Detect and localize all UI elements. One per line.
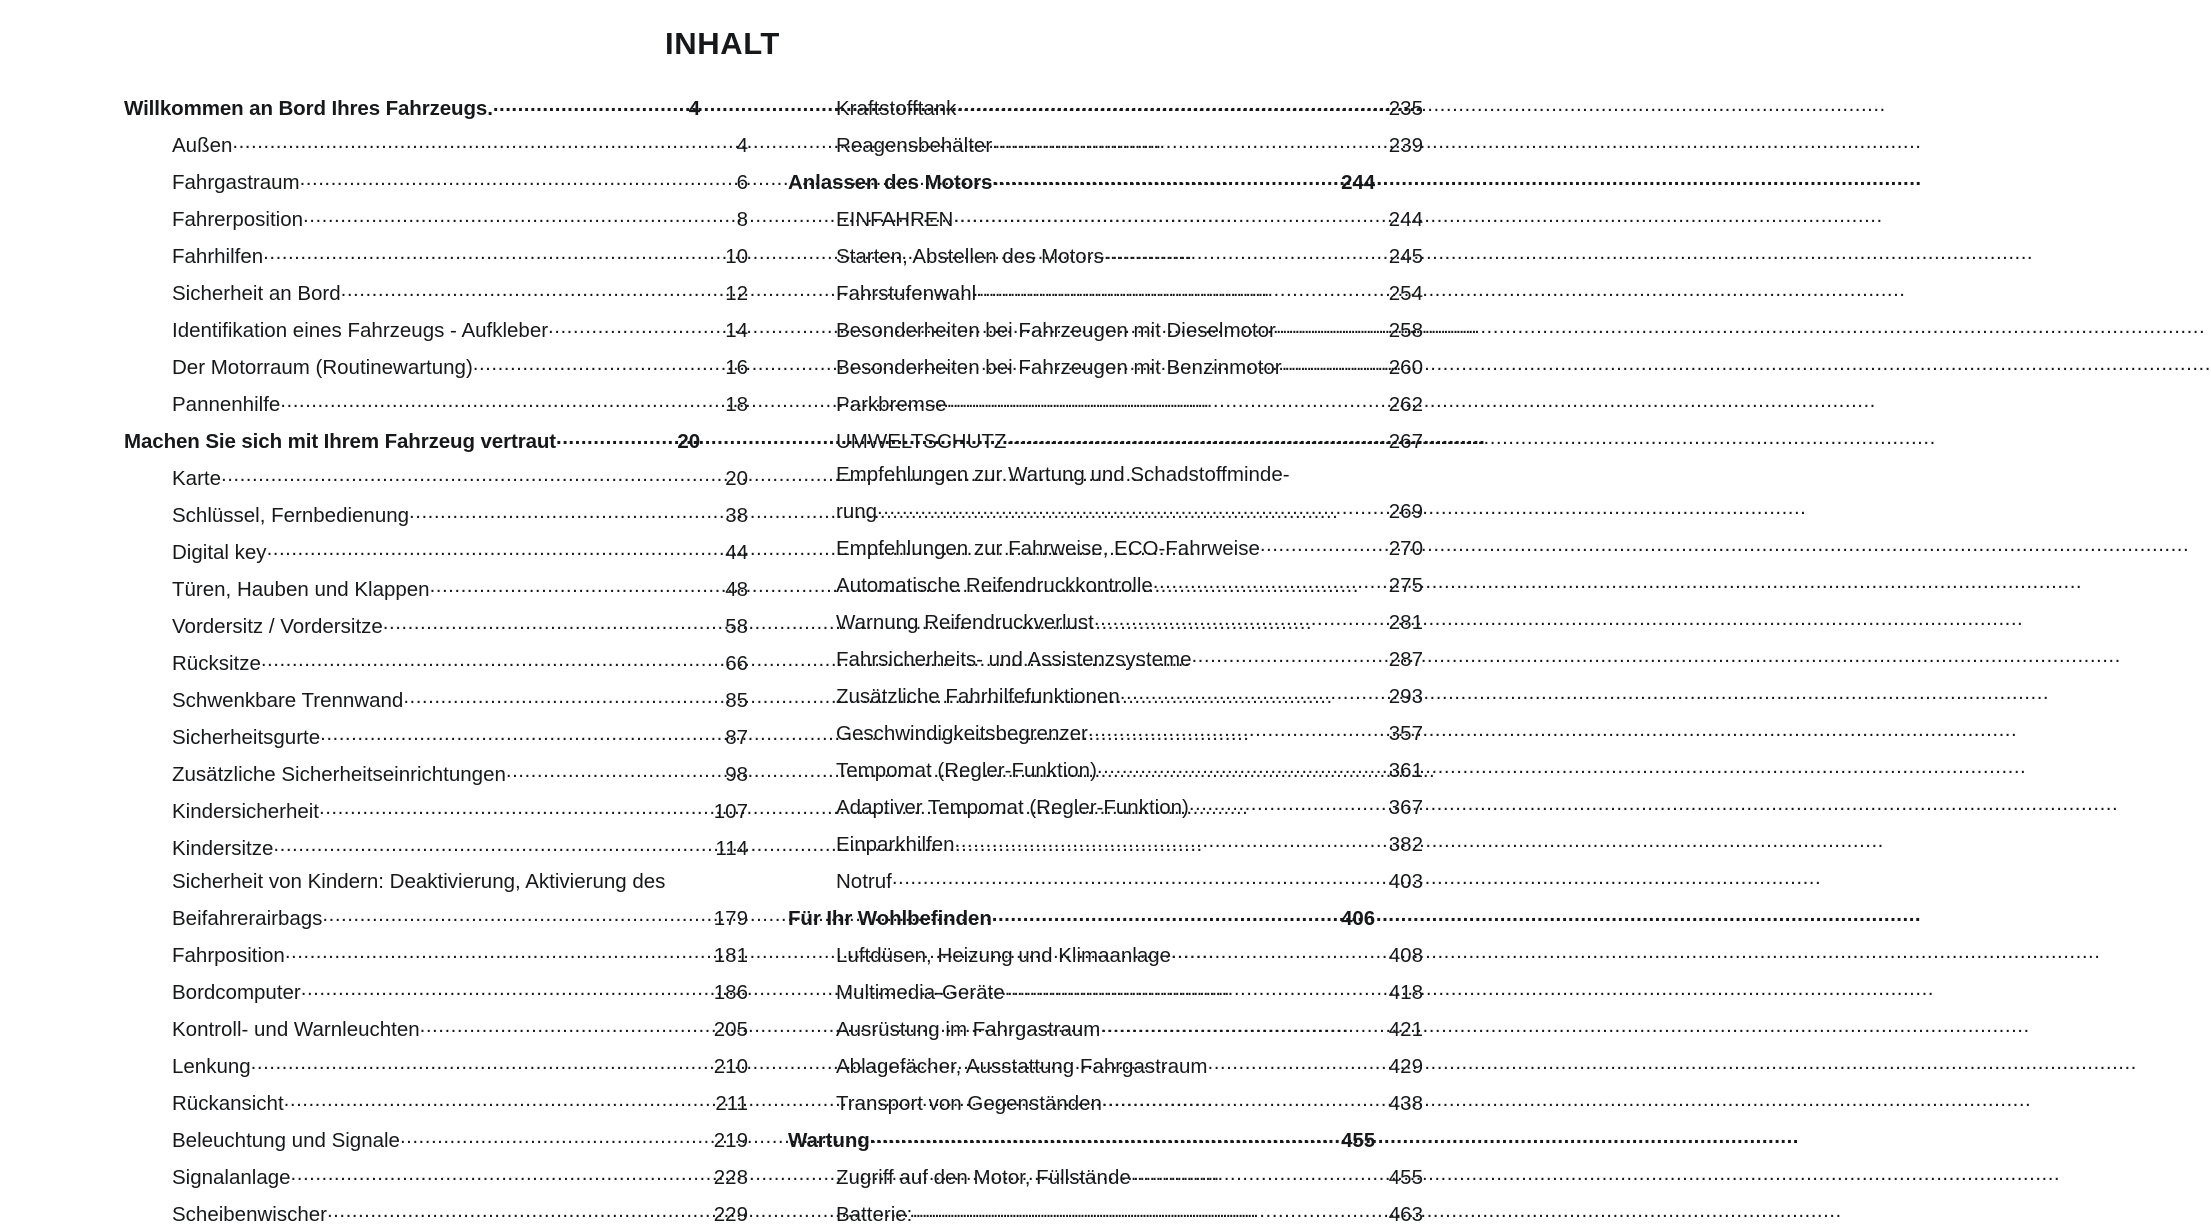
toc-entry-label: Sicherheitsgurte [172, 726, 321, 749]
toc-sub-entry[interactable] [788, 421, 1423, 458]
toc-entry-page-number: 107 [713, 800, 748, 823]
toc-leader-dots [341, 273, 726, 306]
toc-sub-entry[interactable] [124, 273, 748, 310]
toc-entry-page-number: 357 [1388, 722, 1423, 745]
toc-entry-label: Fahrposition [172, 944, 285, 967]
toc-sub-entry[interactable] [788, 750, 1423, 787]
toc-entry-wrapped[interactable] [124, 865, 748, 935]
toc-leader-dots [403, 680, 725, 713]
toc-entry-page-number: 8 [736, 208, 748, 231]
toc-entry-label: Empfehlungen zur Fahrweise, ECO-Fahrweise [836, 537, 1260, 560]
toc-entry-page-number: 48 [725, 578, 748, 601]
toc-entry-label: Parkbremse [836, 393, 947, 416]
toc-sub-entry[interactable] [788, 384, 1423, 421]
toc-sub-entry[interactable] [788, 1046, 1423, 1083]
toc-entry-label: Sicherheit an Bord [172, 282, 341, 305]
toc-entry-page-number: 438 [1388, 1092, 1423, 1115]
toc-entry-page-number: 421 [1388, 1018, 1423, 1041]
toc-leader-dots [267, 532, 726, 565]
toc-leader-dots [280, 384, 725, 417]
toc-sub-entry[interactable] [788, 824, 1423, 861]
toc-sub-entry[interactable] [124, 236, 748, 273]
toc-entry-page-number: 463 [1388, 1203, 1423, 1226]
toc-entry-page-number: 181 [713, 944, 748, 967]
toc-leader-dots [383, 606, 725, 639]
toc-sub-entry[interactable] [124, 972, 748, 1009]
toc-sub-entry[interactable] [788, 528, 1423, 565]
toc-entry-label: Bordcomputer [172, 981, 301, 1004]
toc-entry-label: Fahrsicherheits- und Assistenzsysteme [836, 648, 1192, 671]
toc-leader-dots [947, 384, 1389, 417]
toc-leader-dots [1006, 421, 1388, 454]
toc-sub-entry[interactable] [124, 1120, 748, 1157]
page-title: INHALT [665, 26, 780, 61]
toc-leader-dots [473, 347, 725, 380]
toc-sub-entry[interactable] [788, 347, 1423, 384]
toc-entry-label: Warnung Reifendruckverlust [836, 611, 1094, 634]
toc-entry-label: Starten, Abstellen des Motors [836, 245, 1104, 268]
toc-entry-page-number: 6 [736, 171, 748, 194]
toc-sub-entry[interactable] [788, 1157, 1423, 1194]
toc-chapter-entry[interactable] [124, 88, 700, 125]
toc-entry-label: Scheibenwischer [172, 1203, 327, 1226]
toc-entry-label: Der Motorraum (Routinewartung) [172, 356, 473, 379]
toc-entry-page-number: 20 [677, 430, 700, 453]
toc-sub-entry[interactable] [788, 935, 1423, 972]
toc-entry-label: Multimedia-Geräte [836, 981, 1005, 1004]
toc-entry-page-number: 275 [1388, 574, 1423, 597]
toc-sub-entry[interactable] [124, 384, 748, 421]
toc-entry-page-number: 211 [715, 1092, 748, 1115]
toc-leader-dots [1094, 602, 1389, 635]
toc-entry-label: Kraftstofftank [836, 97, 957, 120]
toc-entry-label: Beleuchtung und Signale [172, 1129, 400, 1152]
toc-entry-page-number: 210 [713, 1055, 748, 1078]
toc-leader-dots [892, 861, 1389, 894]
toc-leader-dots [273, 828, 715, 861]
toc-entry-label: Identifikation eines Fahrzeugs - Aufkleber [172, 319, 549, 342]
toc-sub-entry[interactable] [124, 569, 748, 606]
toc-sub-entry[interactable] [788, 787, 1423, 824]
toc-leader-dots [1120, 676, 1389, 709]
toc-entry-page-number: 4 [688, 97, 700, 120]
toc-entry-label: Einparkhilfen [836, 833, 955, 856]
toc-entry-page-number: 228 [713, 1166, 748, 1189]
toc-entry-page-number: 98 [725, 763, 748, 786]
toc-leader-dots [1088, 713, 1389, 746]
toc-entry-page-number: 406 [1341, 907, 1375, 930]
toc-sub-entry[interactable] [788, 861, 1423, 898]
toc-chapter-entry[interactable] [788, 1120, 1375, 1157]
toc-entry-line2 [172, 898, 748, 935]
toc-entry-page-number: 16 [725, 356, 748, 379]
toc-entry-label: Kindersicherheit [172, 800, 319, 823]
toc-entry-page-number: 258 [1388, 319, 1423, 342]
toc-entry-page-number: 293 [1388, 685, 1423, 708]
toc-leader-dots [1102, 1083, 1389, 1116]
toc-entry-label: Ausrüstung im Fahrgastraum [836, 1018, 1101, 1041]
toc-entry-label: Fahrhilfen [172, 245, 264, 268]
toc-sub-entry[interactable] [788, 1194, 1423, 1231]
toc-entry-page-number: 403 [1388, 870, 1423, 893]
toc-leader-dots [291, 1157, 714, 1190]
toc-entry-label-line2: rung [836, 500, 878, 523]
toc-sub-entry[interactable] [124, 1157, 748, 1194]
toc-entry-label-line1: Sicherheit von Kindern: Deaktivierung, Aktivierung des [172, 870, 666, 893]
toc-entry-page-number: 186 [713, 981, 748, 1004]
toc-sub-entry[interactable] [788, 565, 1423, 602]
toc-entry-label: Schlüssel, Fernbedienung [172, 504, 410, 527]
toc-sub-entry[interactable] [124, 199, 748, 236]
toc-entry-page-number: 87 [725, 726, 748, 749]
toc-leader-dots [1282, 347, 1389, 380]
toc-sub-entry[interactable] [124, 791, 748, 828]
toc-sub-entry[interactable] [124, 1046, 748, 1083]
toc-entry-label: Signalanlage [172, 1166, 291, 1189]
toc-leader-dots [263, 236, 725, 269]
toc-sub-entry[interactable] [788, 199, 1423, 236]
toc-entry-label: Zusätzliche Fahrhilfefunktionen [836, 685, 1120, 708]
toc-entry-page-number: 267 [1388, 430, 1423, 453]
toc-sub-entry[interactable] [124, 1083, 748, 1120]
toc-entry-page-number: 235 [1388, 97, 1423, 120]
toc-leader-dots [556, 421, 677, 454]
toc-entry-label: Machen Sie sich mit Ihrem Fahrzeug vertraut [124, 430, 557, 453]
toc-sub-entry[interactable] [124, 532, 748, 569]
toc-entry-page-number: 114 [715, 837, 748, 860]
toc-leader-dots [320, 717, 725, 750]
toc-entry-page-number: 455 [1388, 1166, 1423, 1189]
toc-entry-page-number: 205 [713, 1018, 748, 1041]
toc-entry-label: Reagensbehälter [836, 134, 993, 157]
toc-column-right [712, 88, 1445, 1231]
toc-entry-page-number: 20 [725, 467, 748, 490]
toc-leader-dots [1097, 750, 1389, 783]
toc-entry-label: Transport von Gegenständen [836, 1092, 1102, 1115]
toc-entry-page-number: 18 [725, 393, 748, 416]
toc-leader-dots [1005, 972, 1389, 1005]
toc-columns [0, 88, 1445, 1231]
toc-sub-entry[interactable] [124, 495, 748, 532]
toc-entry-page-number: 44 [725, 541, 748, 564]
toc-entry-label: Anlassen des Motors [788, 171, 993, 194]
toc-leader-dots [1191, 639, 1388, 672]
toc-entry-page-number: 281 [1388, 611, 1423, 634]
toc-entry-page-number: 179 [713, 907, 748, 930]
toc-entry-label: Für Ihr Wohlbefinden [788, 907, 992, 930]
toc-entry-page-number: 12 [725, 282, 748, 305]
toc-leader-dots [1276, 310, 1389, 343]
toc-entry-label: EINFAHREN [836, 208, 954, 231]
toc-sub-entry[interactable] [788, 713, 1423, 750]
toc-entry-label: Automatische Reifendruckkontrolle [836, 574, 1153, 597]
toc-entry-label: Geschwindigkeitsbegrenzer [836, 722, 1088, 745]
toc-sub-entry[interactable] [124, 458, 748, 495]
toc-leader-dots [992, 125, 1389, 158]
toc-entry-page-number: 260 [1388, 356, 1423, 379]
toc-entry-label: Besonderheiten bei Fahrzeugen mit Benzinmotor [836, 356, 1282, 379]
toc-leader-dots [506, 754, 725, 787]
toc-entry-label: Karte [172, 467, 221, 490]
toc-entry-page-number: 239 [1388, 134, 1423, 157]
toc-leader-dots [284, 1083, 716, 1116]
toc-leader-dots [420, 1009, 714, 1042]
toc-leader-dots [285, 935, 714, 968]
toc-entry-page-number: 408 [1388, 944, 1423, 967]
toc-entry-label: Rücksitze [172, 652, 261, 675]
toc-sub-entry[interactable] [124, 162, 748, 199]
toc-entry-wrapped[interactable] [788, 458, 1423, 528]
toc-sub-entry[interactable] [788, 602, 1423, 639]
toc-leader-dots [251, 1046, 714, 1079]
toc-entry-label: Pannenhilfe [172, 393, 281, 416]
toc-leader-dots [232, 125, 736, 158]
toc-sub-entry[interactable] [124, 1194, 748, 1231]
toc-entry-page-number: 269 [1388, 500, 1423, 523]
toc-sub-entry[interactable] [788, 1083, 1423, 1120]
toc-sub-entry[interactable] [788, 639, 1423, 676]
toc-entry-page-number: 38 [725, 504, 748, 527]
toc-leader-dots [956, 88, 1388, 121]
toc-sub-entry[interactable] [788, 972, 1423, 1009]
toc-entry-page-number: 455 [1341, 1129, 1375, 1152]
toc-entry-page-number: 4 [736, 134, 748, 157]
toc-sub-entry[interactable] [124, 680, 748, 717]
toc-entry-page-number: 254 [1388, 282, 1423, 305]
toc-leader-dots [221, 458, 725, 491]
toc-sub-entry[interactable] [124, 828, 748, 865]
toc-entry-label: Tempomat (Regler-Funktion) [836, 759, 1097, 782]
toc-entry-label: Digital key [172, 541, 267, 564]
toc-leader-dots [319, 791, 714, 824]
toc-sub-entry[interactable] [124, 717, 748, 754]
toc-entry-line2 [836, 491, 1423, 528]
toc-leader-dots [955, 824, 1389, 857]
toc-entry-page-number: 244 [1388, 208, 1423, 231]
toc-leader-dots [261, 643, 725, 676]
toc-entry-page-number: 245 [1388, 245, 1423, 268]
toc-entry-label: Rückansicht [172, 1092, 284, 1115]
toc-entry-label: Fahrstufenwahl [836, 282, 977, 305]
toc-entry-page-number: 244 [1341, 171, 1375, 194]
toc-entry-label: Fahrerposition [172, 208, 304, 231]
toc-leader-dots [1208, 1046, 1389, 1079]
toc-entry-label: Willkommen an Bord Ihres Fahrzeugs. [124, 97, 493, 120]
toc-entry-label: Ablagefächer, Ausstattung Fahrgastraum [836, 1055, 1208, 1078]
toc-sub-entry[interactable] [124, 310, 748, 347]
toc-leader-dots [1131, 1157, 1389, 1190]
toc-leader-dots [300, 162, 737, 195]
toc-entry-label: Vordersitz / Vordersitze [172, 615, 383, 638]
toc-chapter-entry[interactable] [788, 162, 1375, 199]
toc-sub-entry[interactable] [788, 125, 1423, 162]
toc-entry-page-number: 367 [1388, 796, 1423, 819]
toc-entry-label: Batterie: [836, 1203, 913, 1226]
toc-leader-dots [493, 88, 689, 121]
toc-entry-page-number: 85 [725, 689, 748, 712]
toc-entry-label: Wartung [788, 1129, 870, 1152]
toc-sub-entry[interactable] [124, 347, 748, 384]
toc-leader-dots [409, 495, 725, 528]
toc-entry-label: Notruf [836, 870, 892, 893]
toc-leader-dots [327, 1194, 714, 1227]
toc-sub-entry[interactable] [788, 273, 1423, 310]
toc-entry-label: Kontroll- und Warnleuchten [172, 1018, 420, 1041]
toc-leader-dots [322, 898, 713, 931]
toc-entry-page-number: 429 [1388, 1055, 1423, 1078]
toc-entry-label: Besonderheiten bei Fahrzeugen mit Dieselmotor [836, 319, 1276, 342]
toc-leader-dots [976, 273, 1389, 306]
toc-column-left [0, 88, 748, 1231]
toc-entry-page-number: 10 [725, 245, 748, 268]
toc-leader-dots [1104, 236, 1389, 269]
toc-leader-dots [877, 491, 1389, 524]
toc-sub-entry[interactable] [124, 754, 748, 791]
toc-leader-dots [953, 199, 1388, 232]
toc-entry-page-number: 361 [1388, 759, 1423, 782]
toc-entry-page-number: 287 [1388, 648, 1423, 671]
toc-entry-page-number: 66 [725, 652, 748, 675]
toc-leader-dots [548, 310, 725, 343]
toc-entry-page-number: 229 [713, 1203, 748, 1226]
toc-entry-page-number: 58 [725, 615, 748, 638]
toc-entry-label: Zusätzliche Sicherheitseinrichtungen [172, 763, 506, 786]
toc-entry-label: Zugriff auf den Motor, Füllstände [836, 1166, 1131, 1189]
toc-leader-dots [1260, 528, 1389, 561]
toc-leader-dots [303, 199, 737, 232]
toc-leader-dots [1100, 1009, 1388, 1042]
toc-entry-label-line1: Empfehlungen zur Wartung und Schadstoffminde- [836, 463, 1290, 486]
toc-entry-label: Türen, Hauben und Klappen [172, 578, 430, 601]
toc-entry-label-line2: Beifahrerairbags [172, 907, 323, 930]
toc-entry-label: Lenkung [172, 1055, 251, 1078]
toc-sub-entry[interactable] [788, 310, 1423, 347]
toc-entry-page-number: 262 [1388, 393, 1423, 416]
toc-leader-dots [1189, 787, 1389, 820]
toc-leader-dots [1153, 565, 1389, 598]
toc-entry-page-number: 418 [1388, 981, 1423, 1004]
toc-chapter-entry[interactable] [788, 898, 1375, 935]
toc-entry-label: Schwenkbare Trennwand [172, 689, 404, 712]
toc-sub-entry[interactable] [788, 88, 1423, 125]
toc-entry-label: Luftdüsen, Heizung und Klimaanlage [836, 944, 1172, 967]
toc-sub-entry[interactable] [124, 125, 748, 162]
toc-sub-entry[interactable] [124, 606, 748, 643]
toc-entry-label: Außen [172, 134, 233, 157]
toc-entry-label: Adaptiver Tempomat (Regler-Funktion) [836, 796, 1189, 819]
toc-leader-dots [301, 972, 714, 1005]
toc-leader-dots [1171, 935, 1389, 968]
toc-sub-entry[interactable] [788, 236, 1423, 273]
toc-leader-dots [992, 898, 1341, 931]
toc-entry-label: UMWELTSCHUTZ [836, 430, 1007, 453]
toc-sub-entry[interactable] [124, 935, 748, 972]
toc-entry-page-number: 382 [1388, 833, 1423, 856]
toc-sub-entry[interactable] [124, 643, 748, 680]
toc-leader-dots [430, 569, 726, 602]
toc-sub-entry[interactable] [788, 676, 1423, 713]
toc-sub-entry[interactable] [788, 1009, 1423, 1046]
toc-entry-label: Fahrgastraum [172, 171, 300, 194]
toc-entry-page-number: 14 [725, 319, 748, 342]
toc-entry-page-number: 219 [713, 1129, 748, 1152]
toc-leader-dots [992, 162, 1341, 195]
toc-leader-dots [912, 1194, 1388, 1227]
toc-chapter-entry[interactable] [124, 421, 700, 458]
toc-sub-entry[interactable] [124, 1009, 748, 1046]
toc-leader-dots [400, 1120, 714, 1153]
toc-entry-label: Kindersitze [172, 837, 274, 860]
toc-entry-page-number: 270 [1388, 537, 1423, 560]
toc-leader-dots [870, 1120, 1341, 1153]
